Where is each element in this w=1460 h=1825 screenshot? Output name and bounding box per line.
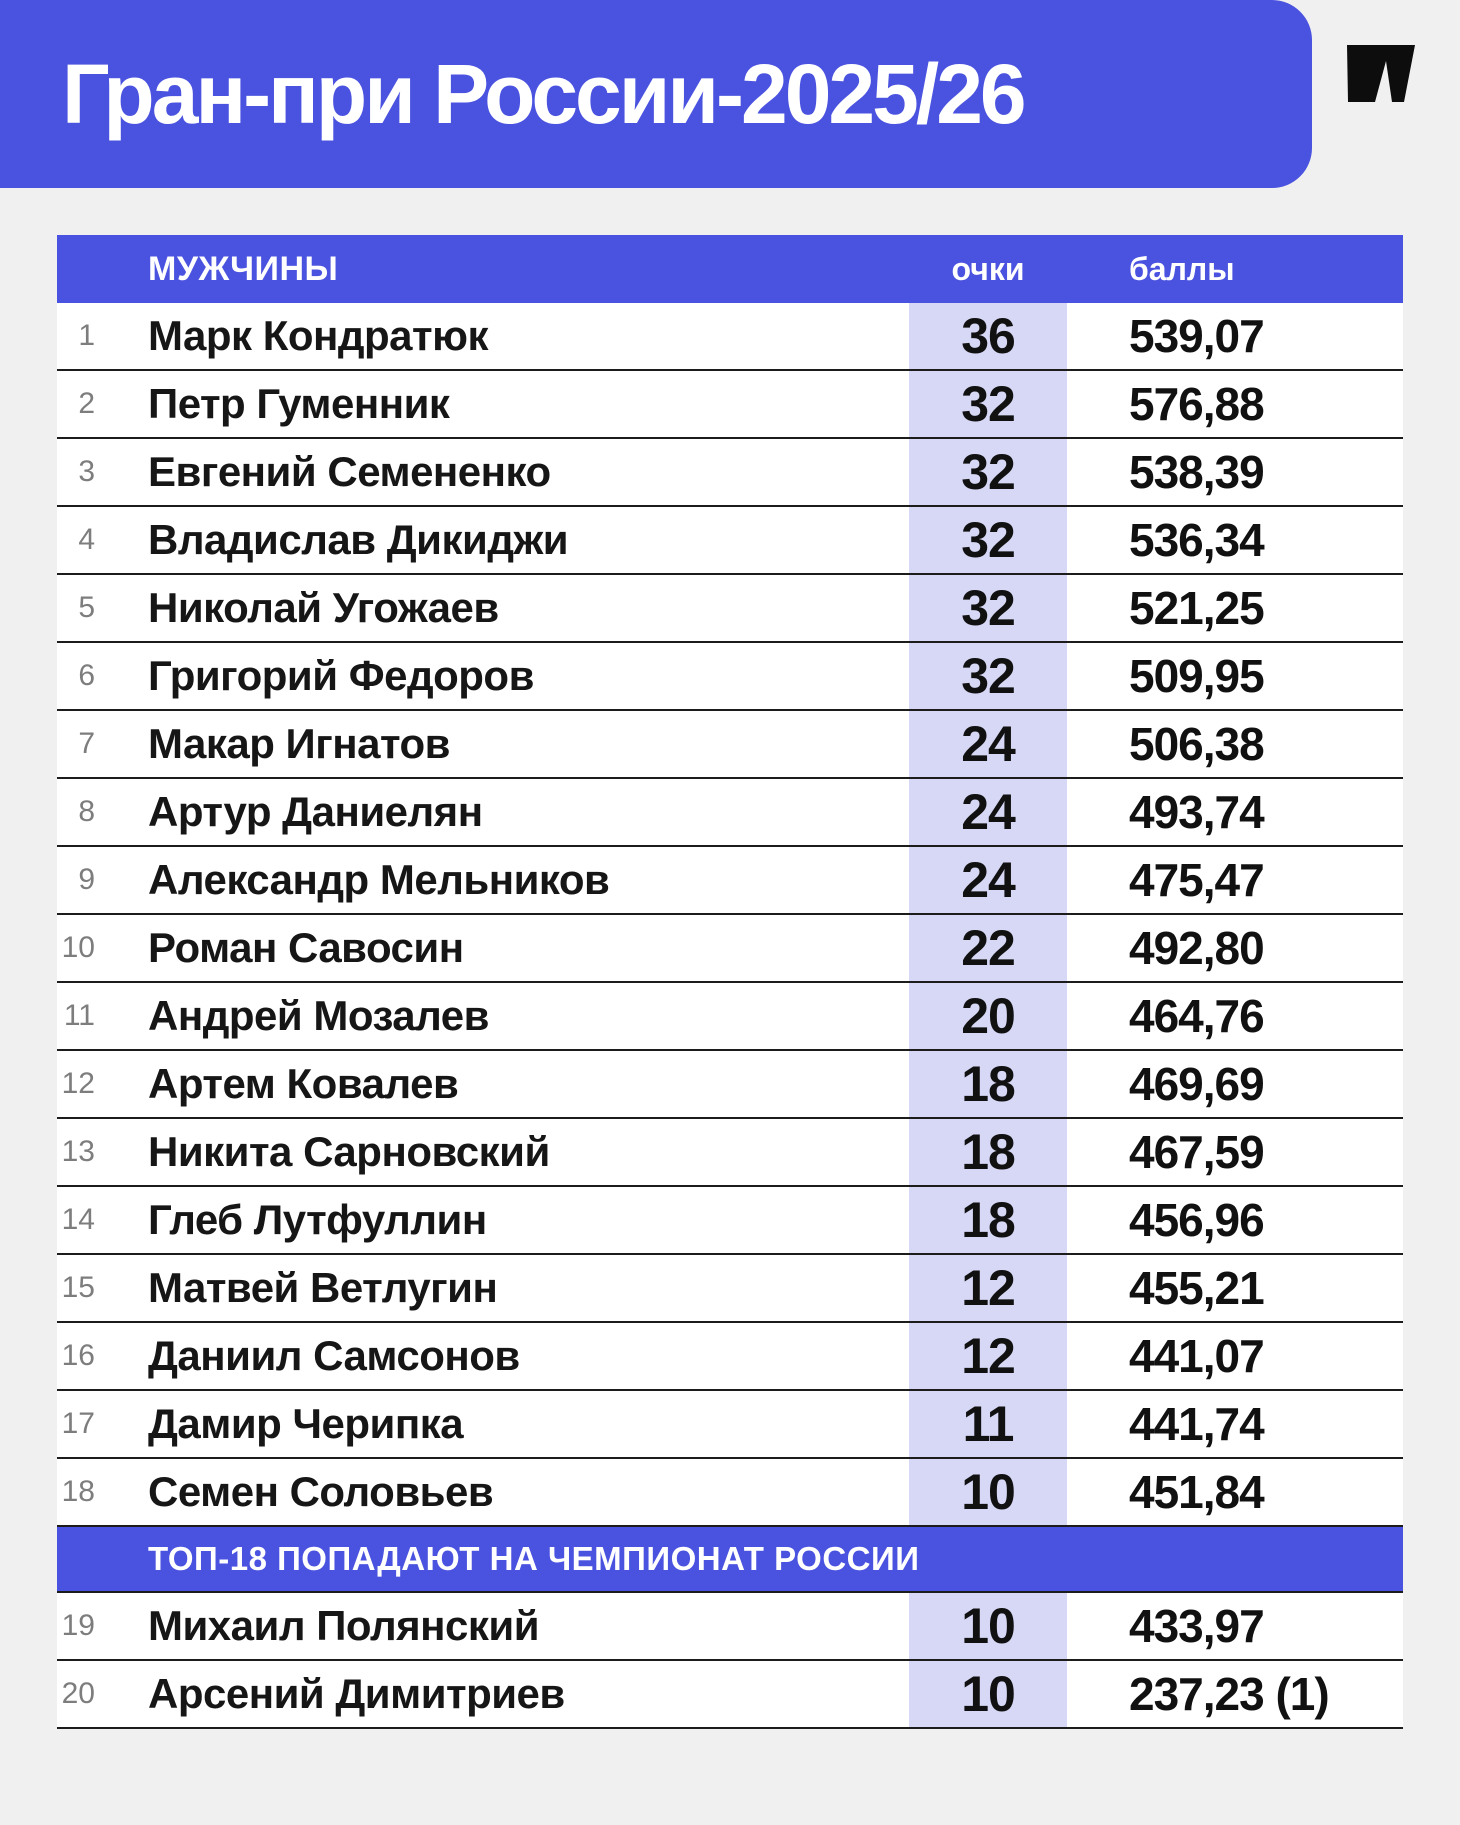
table-row [57,303,1403,371]
table-row [57,1391,1403,1459]
score-value: 441,07 [1129,1330,1264,1382]
table-body [57,303,1403,1729]
points-value: 10 [909,1593,1067,1659]
rank-number: 5 [78,591,95,624]
score-value: 509,95 [1129,650,1264,702]
rank-number: 15 [61,1271,95,1304]
skater-name: Артем Ковалев [148,1060,459,1107]
standings-table [57,235,1403,1729]
qualification-note-row [57,1527,1403,1593]
points-value: 12 [909,1255,1067,1321]
score-value: 493,74 [1129,786,1264,838]
score-column-header: баллы [1129,251,1235,287]
skater-name: Марк Кондратюк [148,312,488,359]
rank-number: 13 [61,1135,95,1168]
score-value: 433,97 [1129,1600,1264,1652]
score-value: 441,74 [1129,1398,1264,1450]
skater-name: Евгений Семененко [148,448,551,495]
skater-name: Роман Савосин [148,924,464,971]
rank-number: 2 [78,387,95,420]
skater-name: Никита Сарновский [148,1128,550,1175]
score-value: 464,76 [1129,990,1264,1042]
skater-name: Николай Угожаев [148,584,499,631]
rank-number: 7 [78,727,95,760]
skater-name: Андрей Мозалев [148,992,489,1039]
table-row [57,847,1403,915]
rank-number: 9 [78,863,95,896]
qualification-note: ТОП-18 ПОПАДАЮТ НА ЧЕМПИОНАТ РОССИИ [148,1540,920,1577]
rank-number: 19 [61,1609,95,1642]
points-value: 12 [909,1323,1067,1389]
score-value: 492,80 [1129,922,1264,974]
score-value: 506,38 [1129,718,1264,770]
score-value: 538,39 [1129,446,1264,498]
table-row [57,507,1403,575]
table-row [57,1661,1403,1729]
score-value: 467,59 [1129,1126,1264,1178]
skater-name: Макар Игнатов [148,720,450,767]
rank-number: 14 [61,1203,95,1236]
skater-name: Арсений Димитриев [148,1670,565,1717]
skater-name: Петр Гуменник [148,380,450,427]
score-value: 455,21 [1129,1262,1264,1314]
score-value: 539,07 [1129,310,1264,362]
section-title: МУЖЧИНЫ [148,250,339,288]
skater-name: Артур Даниелян [148,788,483,835]
points-value: 18 [909,1119,1067,1185]
rank-number: 10 [61,931,95,964]
skater-name: Александр Мельников [148,856,610,903]
points-value: 10 [909,1459,1067,1525]
score-value: 451,84 [1129,1466,1264,1518]
points-value: 22 [909,915,1067,981]
skater-name: Матвей Ветлугин [148,1264,498,1311]
table-row [57,1255,1403,1323]
points-value: 24 [909,711,1067,777]
title-banner [0,0,1312,188]
skater-name: Семен Соловьев [148,1468,494,1515]
brand-logo-icon [1347,45,1415,102]
table-row [57,1593,1403,1661]
rank-number: 18 [61,1475,95,1508]
points-value: 18 [909,1187,1067,1253]
table-row [57,1051,1403,1119]
score-value: 521,25 [1129,582,1264,634]
rank-number: 1 [78,319,95,352]
score-value: 536,34 [1129,514,1264,566]
points-value: 24 [909,847,1067,913]
skater-name: Глеб Лутфуллин [148,1196,487,1243]
score-value: 456,96 [1129,1194,1264,1246]
points-value: 24 [909,779,1067,845]
rank-number: 16 [61,1339,95,1372]
table-row [57,779,1403,847]
skater-name: Даниил Самсонов [148,1332,520,1379]
table-row [57,1119,1403,1187]
points-value: 32 [909,507,1067,573]
table-row [57,1187,1403,1255]
points-column-header: очки [951,251,1025,287]
points-value: 32 [909,575,1067,641]
points-value: 32 [909,643,1067,709]
table-row [57,575,1403,643]
points-value: 36 [909,303,1067,369]
points-value: 11 [909,1391,1067,1457]
rank-number: 4 [78,523,95,556]
rank-number: 12 [61,1067,95,1100]
score-value: 469,69 [1129,1058,1264,1110]
skater-name: Дамир Черипка [148,1400,464,1447]
score-value: 237,23 (1) [1129,1668,1329,1720]
skater-name: Григорий Федоров [148,652,534,699]
table-row [57,439,1403,507]
points-value: 18 [909,1051,1067,1117]
rank-number: 11 [63,999,95,1032]
rank-number: 3 [78,455,95,488]
skater-name: Михаил Полянский [148,1602,540,1649]
rank-number: 6 [78,659,95,692]
table-row [57,1459,1403,1527]
table-row [57,1323,1403,1391]
points-value: 32 [909,371,1067,437]
rank-number: 8 [78,795,95,828]
table-row [57,983,1403,1051]
points-value: 20 [909,983,1067,1049]
table-row [57,915,1403,983]
points-value: 10 [909,1661,1067,1727]
rank-number: 20 [61,1677,95,1710]
skater-name: Владислав Дикиджи [148,516,569,563]
table-row [57,643,1403,711]
score-value: 475,47 [1129,854,1264,906]
score-value: 576,88 [1129,378,1264,430]
table-row [57,711,1403,779]
points-value: 32 [909,439,1067,505]
page-title: Гран-при России-2025/26 [62,46,1024,141]
table-header-row [57,235,1403,303]
rank-number: 17 [61,1407,95,1440]
table-row [57,371,1403,439]
